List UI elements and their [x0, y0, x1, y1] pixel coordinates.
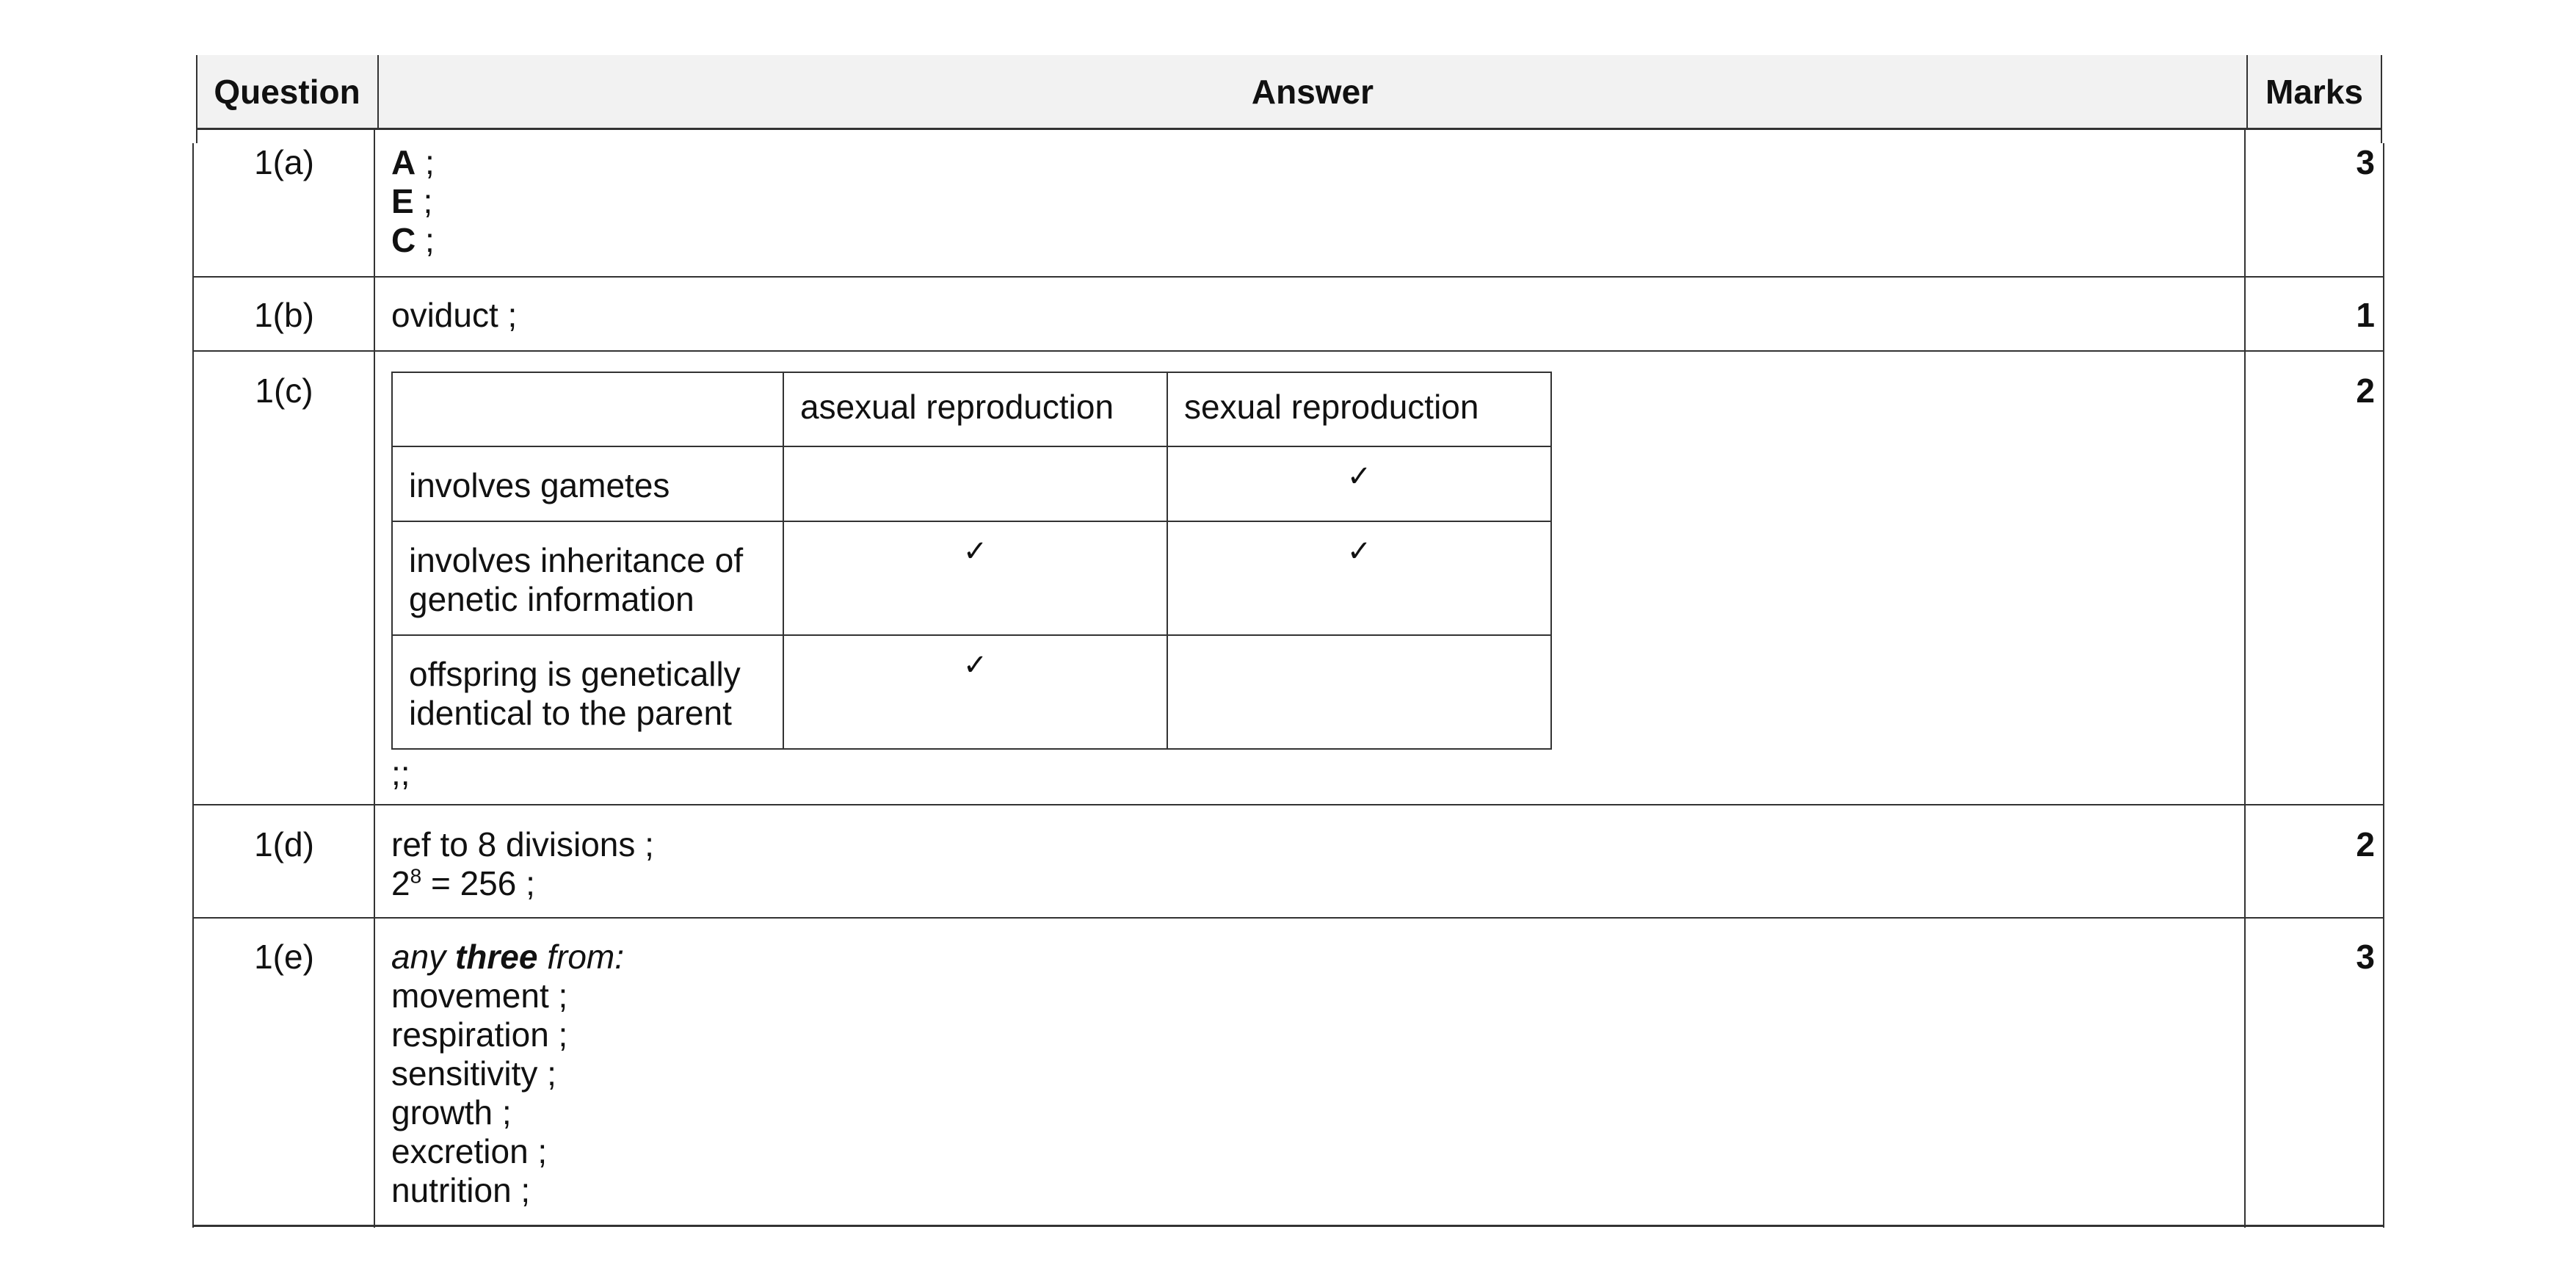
answer-1a	[391, 143, 435, 260]
marks-1b: 1	[2356, 296, 2375, 334]
answer-1c-marks-note: ;;	[391, 754, 410, 792]
inner-header-sexual: sexual reproduction	[1167, 372, 1551, 446]
answer-suffix: ;	[416, 221, 435, 259]
answer-suffix: ;	[416, 143, 435, 181]
tick-cell	[783, 446, 1167, 521]
question-1c: 1(c)	[255, 372, 313, 410]
inner-row-label	[392, 446, 783, 521]
inner-table-row	[392, 521, 1551, 635]
header-question-label: Question	[214, 72, 360, 111]
answer-1d	[391, 825, 654, 903]
answer-letter: A	[391, 143, 416, 181]
marks-1e: 3	[2356, 938, 2375, 976]
tick-cell: ✓	[1167, 521, 1551, 635]
intro-bold: three	[454, 938, 538, 976]
header-question	[197, 55, 377, 128]
tick-cell: ✓	[783, 635, 1167, 749]
marks-1c: 2	[2356, 372, 2375, 410]
header-marks	[2248, 55, 2381, 128]
question-1e: 1(e)	[254, 938, 314, 976]
inner-row-label-line: identical to the parent	[409, 694, 732, 732]
power-rest: = 256 ;	[421, 864, 535, 902]
header-marks-label: Marks	[2265, 72, 2363, 111]
answer-letter: C	[391, 221, 416, 259]
question-1b: 1(b)	[254, 296, 314, 334]
answer-suffix: ;	[413, 182, 433, 220]
answer-line: movement ;	[391, 977, 568, 1015]
inner-row-label-line: involves inheritance of	[409, 541, 744, 579]
inner-row-label-line: offspring is genetically	[409, 655, 741, 693]
tick-cell: ✓	[783, 521, 1167, 635]
intro-pre: any	[391, 938, 455, 976]
answer-line	[391, 182, 435, 221]
inner-table-row	[392, 635, 1551, 749]
inner-header-asexual: asexual reproduction	[783, 372, 1167, 446]
header-answer-label: Answer	[1251, 72, 1374, 111]
marks-1d: 2	[2356, 825, 2375, 863]
answer-letter: E	[391, 182, 414, 220]
power-base: 2	[391, 864, 410, 902]
inner-row-label	[392, 635, 783, 749]
header-answer	[379, 55, 2246, 128]
answer-intro	[391, 938, 624, 977]
answer-1b: oviduct ;	[391, 296, 518, 334]
inner-row-label-line: involves gametes	[409, 466, 670, 504]
answer-line: excretion ;	[391, 1132, 548, 1170]
answer-line: growth ;	[391, 1093, 512, 1131]
reproduction-table	[391, 372, 1552, 750]
question-1d: 1(d)	[254, 825, 314, 863]
answer-1e	[391, 938, 624, 1210]
inner-header-blank	[392, 372, 783, 446]
intro-post: from:	[537, 938, 624, 976]
inner-row-label-line: genetic information	[409, 580, 694, 618]
answer-line: nutrition ;	[391, 1171, 531, 1209]
marks-1a: 3	[2356, 143, 2375, 181]
tick-cell: ✓	[1167, 446, 1551, 521]
tick-cell	[1167, 635, 1551, 749]
answer-line: ref to 8 divisions ;	[391, 825, 654, 863]
answer-line-power	[391, 864, 654, 903]
answer-line: respiration ;	[391, 1015, 568, 1054]
answer-line: sensitivity ;	[391, 1054, 556, 1093]
power-exponent: 8	[410, 864, 422, 888]
inner-row-label	[392, 521, 783, 635]
answer-line	[391, 143, 435, 182]
inner-table-header-row	[392, 372, 1551, 446]
inner-table-row	[392, 446, 1551, 521]
answer-line	[391, 221, 435, 260]
question-1a: 1(a)	[254, 143, 314, 181]
